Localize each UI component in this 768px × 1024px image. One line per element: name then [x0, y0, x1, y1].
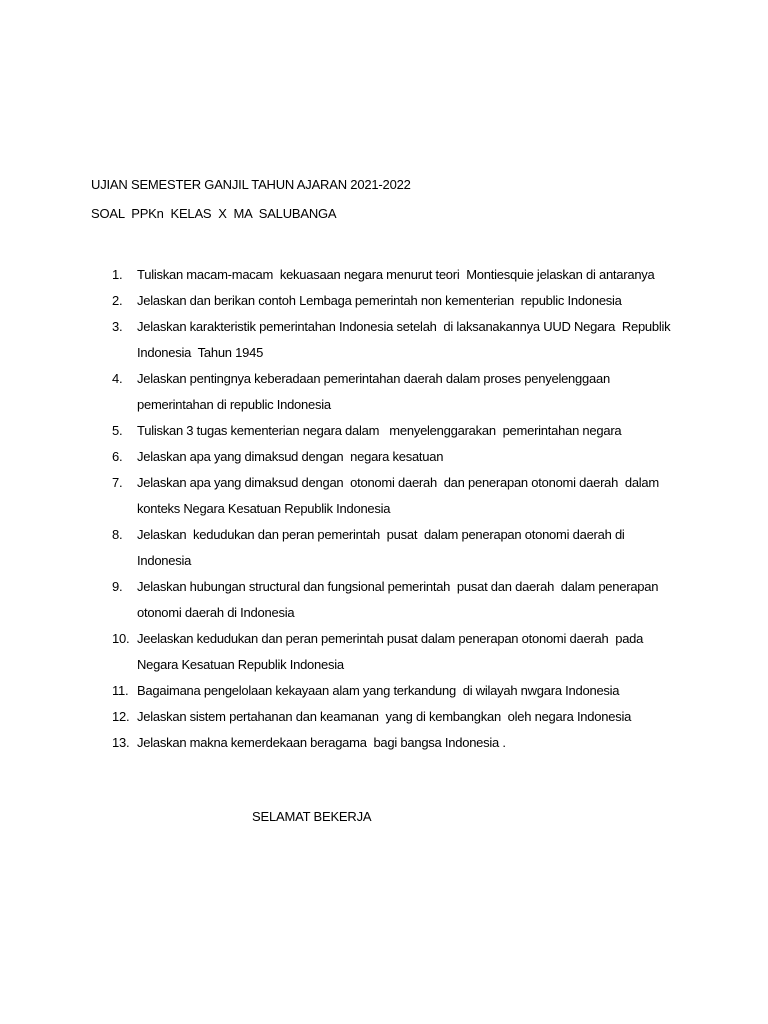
question-item — [112, 522, 672, 574]
closing-message: SELAMAT BEKERJA — [252, 809, 372, 824]
question-item — [112, 574, 672, 626]
question-number: 11. — [112, 683, 129, 698]
question-item — [112, 704, 672, 730]
question-text: Tuliskan macam-macam kekuasaan negara menurut teori Montiesquie jelaskan di antaranya — [137, 267, 655, 282]
question-item — [112, 444, 672, 470]
question-number: 9. — [112, 579, 123, 594]
question-item — [112, 418, 672, 444]
question-item — [112, 626, 672, 678]
question-text: Jelaskan makna kemerdekaan beragama bagi bangsa Indonesia . — [137, 735, 506, 750]
question-number: 7. — [112, 475, 123, 490]
question-number: 12. — [112, 709, 130, 724]
question-text: Jeelaskan kedudukan dan peran pemerintah pusat dalam penerapan otonomi daerah pada Negara Kesatuan Republik Indonesia — [137, 631, 647, 672]
question-item — [112, 314, 672, 366]
question-text: Bagaimana pengelolaan kekayaan alam yang terkandung di wilayah nwgara Indonesia — [137, 683, 620, 698]
question-text: Jelaskan pentingnya keberadaan pemerintahan daerah dalam proses penyelenggaan pemerintahan di republic Indonesia — [137, 371, 614, 412]
question-list — [112, 262, 672, 756]
question-item — [112, 730, 672, 756]
question-item — [112, 262, 672, 288]
question-number: 2. — [112, 293, 123, 308]
question-text: Jelaskan karakteristik pemerintahan Indonesia setelah di laksanakannya UUD Negara Republik Indonesia Tahun 1945 — [137, 319, 674, 360]
question-number: 3. — [112, 319, 123, 334]
question-item — [112, 366, 672, 418]
question-number: 8. — [112, 527, 123, 542]
question-number: 13. — [112, 735, 130, 750]
question-number: 4. — [112, 371, 123, 386]
question-text: Jelaskan kedudukan dan peran pemerintah pusat dalam penerapan otonomi daerah di Indonesia — [137, 527, 628, 568]
question-item — [112, 678, 672, 704]
exam-subtitle: SOAL PPKn KELAS X MA SALUBANGA — [91, 206, 337, 221]
question-number: 6. — [112, 449, 123, 464]
question-text: Jelaskan apa yang dimaksud dengan negara kesatuan — [137, 449, 444, 464]
question-item — [112, 470, 672, 522]
question-item — [112, 288, 672, 314]
exam-title: UJIAN SEMESTER GANJIL TAHUN AJARAN 2021-2022 — [91, 177, 411, 192]
question-text: Jelaskan dan berikan contoh Lembaga pemerintah non kementerian republic Indonesia — [137, 293, 622, 308]
question-number: 10. — [112, 631, 130, 646]
question-text: Jelaskan sistem pertahanan dan keamanan yang di kembangkan oleh negara Indonesia — [137, 709, 632, 724]
question-number: 5. — [112, 423, 123, 438]
question-number: 1. — [112, 267, 123, 282]
question-text: Tuliskan 3 tugas kementerian negara dalam menyelenggarakan pemerintahan negara — [137, 423, 622, 438]
question-text: Jelaskan apa yang dimaksud dengan otonomi daerah dan penerapan otonomi daerah dalam konteks Negara Kesatuan Republik Indonesia — [137, 475, 663, 516]
question-text: Jelaskan hubungan structural dan fungsional pemerintah pusat dan daerah dalam penerapan otonomi daerah di Indonesia — [137, 579, 662, 620]
